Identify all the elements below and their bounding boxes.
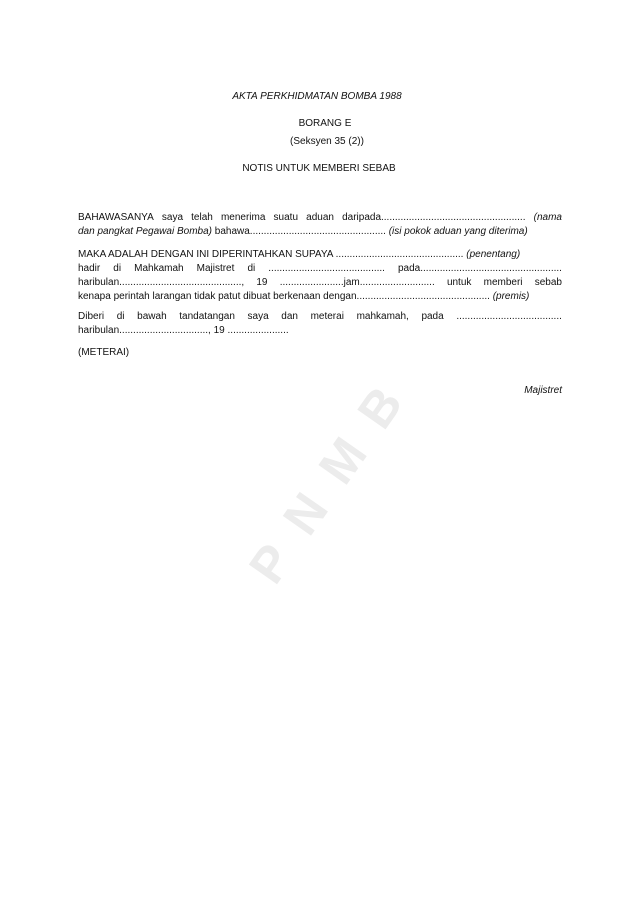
paragraph-line [78, 262, 562, 276]
word: .......................jam........................... [279, 277, 435, 288]
paragraph-complaint [78, 211, 562, 239]
paragraph-line [78, 225, 562, 239]
word: dan [281, 311, 298, 322]
text-segment: kenapa perintah larangan tidak patut dibuat berkenaan dengan................................................ [78, 291, 490, 302]
word: di [116, 311, 125, 322]
word: hadir [78, 263, 101, 274]
word: untuk [446, 277, 472, 288]
word: haribulan............................................, [78, 277, 245, 288]
text-segment: dan pangkat Pegawai Bomba) [78, 226, 212, 237]
paragraph-given [78, 310, 562, 338]
word: di [113, 263, 122, 274]
word: bawah [137, 311, 167, 322]
paragraph-line [78, 324, 562, 338]
text-segment: (isi pokok aduan yang diterima) [385, 226, 528, 237]
paragraph-line [78, 290, 562, 304]
watermark: PNMB [238, 355, 429, 594]
word: mahkamah, [356, 311, 409, 322]
word: ...................................... [456, 311, 562, 322]
text-segment: bahawa................................................. [211, 226, 386, 237]
signature-label: Majistret [524, 385, 562, 396]
word: pada................................................... [398, 263, 562, 274]
word: pada [421, 311, 444, 322]
word: meterai [310, 311, 344, 322]
word: BAHAWASANYA [78, 212, 154, 223]
section-reference: (Seksyen 35 (2)) [290, 136, 364, 147]
seal-label: (METERAI) [78, 347, 130, 358]
word: daripada.................................................... [342, 212, 526, 223]
word: menerima [220, 212, 266, 223]
word: Majistret [196, 263, 235, 274]
paragraph-order [78, 248, 562, 304]
word: sebab [534, 277, 562, 288]
word: saya [247, 311, 269, 322]
word: saya [161, 212, 184, 223]
word: telah [191, 212, 213, 223]
paragraph-line [78, 211, 562, 225]
word: (nama [533, 212, 562, 223]
act-title: AKTA PERKHIDMATAN BOMBA 1988 [232, 91, 402, 102]
word: tandatangan [179, 311, 235, 322]
paragraph-line [78, 248, 562, 262]
word: suatu [273, 212, 299, 223]
text-segment: (penentang) [463, 249, 521, 260]
word: Mahkamah [134, 263, 184, 274]
text-segment: (premis) [489, 291, 530, 302]
word: .......................................... [268, 263, 385, 274]
form-name: BORANG E [298, 118, 352, 129]
word: di [247, 263, 256, 274]
word: Diberi [78, 311, 105, 322]
notice-heading: NOTIS UNTUK MEMBERI SEBAB [242, 163, 396, 174]
text-segment: MAKA ADALAH DENGAN INI DIPERINTAHKAN SUPAYA .............................................. [78, 249, 464, 260]
paragraph-line [78, 276, 562, 290]
word: 19 [256, 277, 268, 288]
word: memberi [483, 277, 523, 288]
paragraph-line [78, 310, 562, 324]
word: aduan [306, 212, 334, 223]
text-segment: haribulan................................, 19 ...................... [78, 325, 289, 336]
